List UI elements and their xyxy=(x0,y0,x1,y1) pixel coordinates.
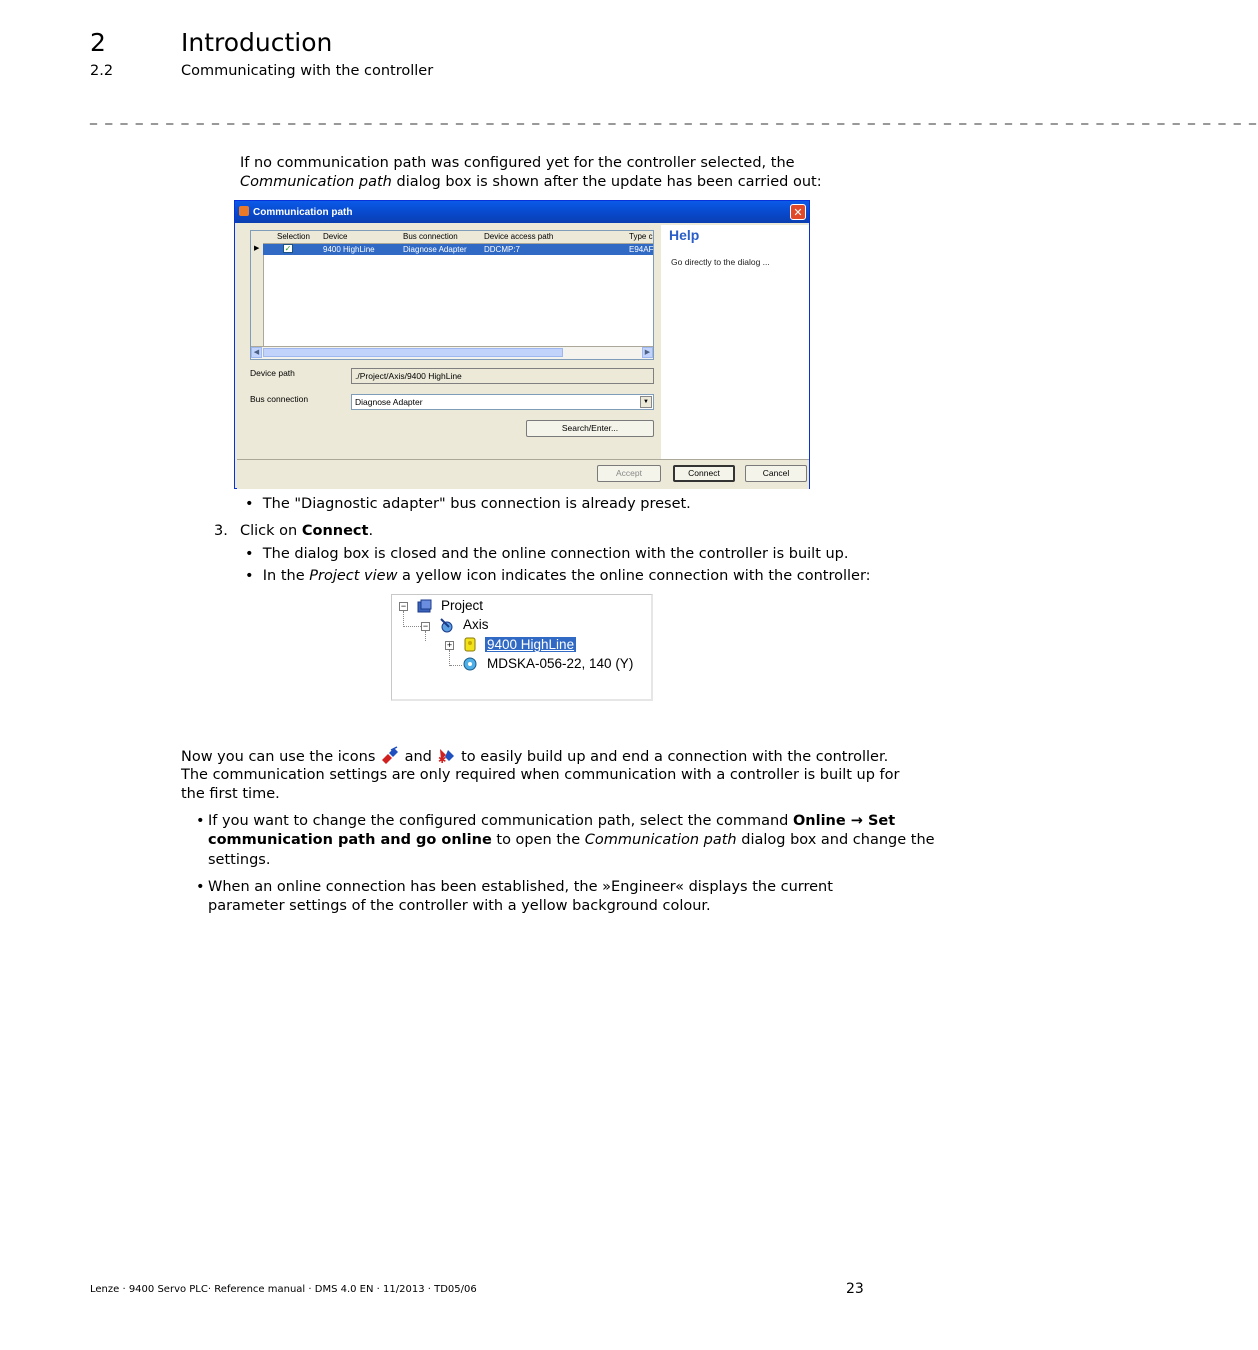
tree-connector xyxy=(425,631,426,641)
scroll-right-icon[interactable]: ▶ xyxy=(642,347,653,358)
header-rule: _ _ _ _ _ _ _ _ _ _ _ _ _ _ _ _ _ _ _ _ _ _ _ _ _ _ _ _ _ _ _ _ _ _ _ _ _ _ _ _ _ _ _ _ _ _ _ _ _ _ _ _ _ _ _ _ _ _ _ _ _ _ _ _ _ _ _ _ _ _ _ _ _ _ _ _ _ xyxy=(90,109,1258,125)
tree-node-device[interactable]: 9400 HighLine xyxy=(487,637,575,652)
collapse-icon[interactable]: − xyxy=(422,621,429,631)
dialog-titlebar xyxy=(235,201,809,223)
para-line-2: The communication settings are only required when communication with a controller is built up for xyxy=(181,767,900,783)
col-device[interactable]: Device xyxy=(323,232,348,241)
dialog-title: Communication path xyxy=(253,207,353,218)
connect-plug-icon xyxy=(380,746,400,764)
step-3-post: . xyxy=(368,523,374,539)
col-selection[interactable]: Selection xyxy=(277,232,310,241)
intro-line-2 xyxy=(240,173,822,193)
bullet-engineer-line-2: parameter settings of the controller with a yellow background colour. xyxy=(208,898,711,914)
bullet-project-italic: Project view xyxy=(309,568,398,584)
para-line-1 xyxy=(181,746,888,768)
bullet-item: • The "Diagnostic adapter" bus connection is already preset. xyxy=(245,496,691,512)
page-number: 23 xyxy=(846,1281,864,1297)
expand-icon[interactable]: + xyxy=(446,640,453,650)
step-number: 3. xyxy=(214,523,228,539)
b3-l2-bold: communication path and go online xyxy=(208,832,492,848)
close-button[interactable]: ✕ xyxy=(790,204,806,220)
horizontal-scrollbar[interactable] xyxy=(251,346,653,359)
para-line-1-c: to easily build up and end a connection with the controller. xyxy=(461,749,889,765)
chapter-number: 2 xyxy=(90,28,106,57)
tree-connector xyxy=(404,626,421,627)
bullet-online-line-3: settings. xyxy=(208,852,271,868)
project-tree xyxy=(391,594,653,701)
bullet-project-post: a yellow icon indicates the online connection with the controller: xyxy=(397,568,871,584)
para-line-1-a: Now you can use the icons xyxy=(181,749,376,765)
intro-line-2-rest: dialog box is shown after the update has been carried out: xyxy=(391,174,822,190)
tree-connector xyxy=(403,611,404,627)
bullet-online-line-2 xyxy=(208,831,935,851)
bus-connection-value: Diagnose Adapter xyxy=(355,397,423,407)
tree-node-motor[interactable]: MDSKA-056-22, 140 (Y) xyxy=(487,656,634,671)
tree-connector xyxy=(450,665,462,666)
help-title: Help xyxy=(669,227,700,243)
svg-text:✱: ✱ xyxy=(437,755,446,766)
axis-icon xyxy=(439,617,455,633)
dialog-app-icon xyxy=(239,206,249,216)
step-3-pre: Click on xyxy=(240,523,302,539)
search-enter-button[interactable]: Search/Enter... xyxy=(526,420,654,437)
row-selector-column xyxy=(251,243,264,359)
row-pointer-icon: ▶ xyxy=(254,244,260,252)
row-device: 9400 HighLine xyxy=(323,245,375,254)
b3-l2-pre: to open the xyxy=(491,832,585,848)
b3-l2-post: dialog box and change the xyxy=(736,832,935,848)
section-number: 2.2 xyxy=(90,63,114,79)
para-line-3: the first time. xyxy=(181,786,280,802)
dialog-button-bar xyxy=(237,459,809,489)
scroll-thumb[interactable] xyxy=(263,348,563,357)
bullet-marker: • xyxy=(196,879,205,895)
bullet-project-pre: In the xyxy=(262,568,310,584)
device-path-label: Device path xyxy=(250,368,295,378)
connect-button[interactable]: Connect xyxy=(673,465,735,482)
dialog-left-pane xyxy=(237,225,659,459)
col-type[interactable]: Type c xyxy=(629,232,653,241)
row-access-path: DDCMP:7 xyxy=(484,245,521,254)
intro-line-1: If no communication path was configured yet for the controller selected, the xyxy=(240,155,795,171)
table-row[interactable] xyxy=(263,244,653,255)
chapter-title: Introduction xyxy=(181,28,333,57)
footer-text: Lenze · 9400 Servo PLC· Reference manual · DMS 4.0 EN · 11/2013 · TD05/06 xyxy=(90,1284,477,1295)
b3-l1-bold: Online → Set xyxy=(792,813,896,829)
device-grid[interactable] xyxy=(250,230,654,360)
step-3-text xyxy=(240,522,373,542)
bullet-diagnostic-text: The "Diagnostic adapter" bus connection is already preset. xyxy=(262,496,691,512)
help-pane xyxy=(661,225,809,459)
bullet-engineer-line-1: When an online connection has been established, the »Engineer« displays the current xyxy=(208,879,833,895)
tree-node-axis[interactable]: Axis xyxy=(463,617,489,632)
bullet-item: • The dialog box is closed and the online connection with the controller is built up. xyxy=(245,546,849,562)
bullet-marker: • xyxy=(196,813,205,829)
project-folder-icon xyxy=(416,598,432,614)
bus-connection-label: Bus connection xyxy=(250,394,309,404)
online-device-icon xyxy=(462,636,478,652)
cancel-button[interactable]: Cancel xyxy=(745,465,807,482)
tree-node-project[interactable]: Project xyxy=(441,598,484,613)
bullet-online-line-1 xyxy=(208,812,895,832)
disconnect-plug-icon xyxy=(437,746,457,764)
tree-connector xyxy=(449,650,450,666)
collapse-icon[interactable]: − xyxy=(400,601,407,611)
scroll-left-icon[interactable]: ◀ xyxy=(251,347,262,358)
bullet-closed-text: The dialog box is closed and the online connection with the controller is built up. xyxy=(262,546,849,562)
communication-path-dialog xyxy=(234,200,810,489)
bullet-item: • In the Project view a yellow icon indicates the online connection with the controller: xyxy=(245,568,871,584)
help-link[interactable]: Go directly to the dialog ... xyxy=(671,257,770,267)
chevron-down-icon[interactable]: ▼ xyxy=(640,396,652,408)
section-title: Communicating with the controller xyxy=(181,63,434,79)
col-bus-connection[interactable]: Bus connection xyxy=(403,232,458,241)
selection-checkbox[interactable]: ✓ xyxy=(284,244,292,253)
device-path-field[interactable]: ./Project/Axis/9400 HighLine xyxy=(351,368,654,384)
step-3-bold: Connect xyxy=(301,523,369,539)
bus-connection-select[interactable] xyxy=(351,394,654,410)
b3-l2-italic: Communication path xyxy=(584,832,737,848)
accept-button[interactable]: Accept xyxy=(597,465,661,482)
para-line-1-b: and xyxy=(404,749,432,765)
row-type: E94AF xyxy=(629,245,654,254)
motor-icon xyxy=(462,655,478,671)
grid-header xyxy=(251,231,653,244)
col-device-access-path[interactable]: Device access path xyxy=(484,232,554,241)
intro-italic: Communication path xyxy=(240,174,392,190)
row-bus: Diagnose Adapter xyxy=(403,245,467,254)
b3-l1-pre: If you want to change the configured communication path, select the command xyxy=(208,813,793,829)
